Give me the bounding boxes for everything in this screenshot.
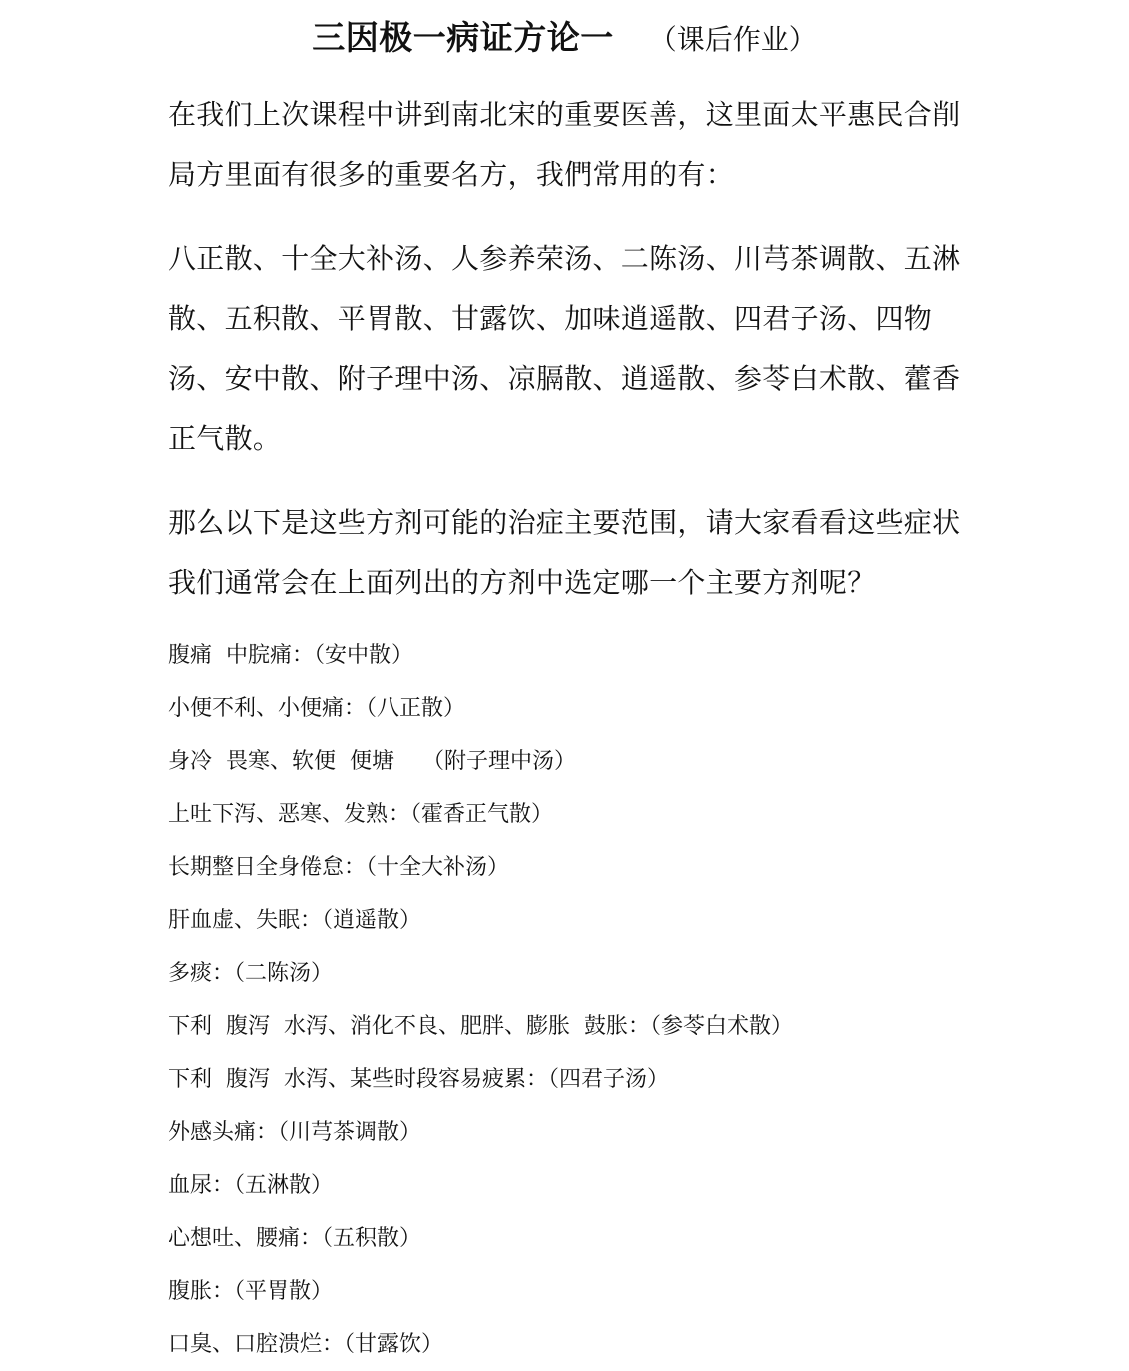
list-item: 长期整日全身倦怠：（十全大补汤）: [168, 855, 510, 880]
list-item: 下利 腹泻 水泻、消化不良、肥胖、膨胀 鼓胀：（参苓白术散）: [168, 1014, 793, 1039]
list-item: 外感头痛：（川芎茶调散）: [168, 1120, 422, 1145]
list-item: 多痰：（二陈汤）: [168, 961, 334, 986]
formula-list-paragraph: 八正散、十全大补汤、人参养荣汤、二陈汤、川芎茶调散、五淋散、五积散、平胃散、甘露饮、加味逍遥散、四君子汤、四物汤、安中散、附子理中汤、凉膈散、逍遥散、参苓白术散、藿香正气散。: [168, 242, 961, 455]
list-item: 下利 腹泻 水泻、某些时段容易疲累：（四君子汤）: [168, 1067, 669, 1092]
question-paragraph: 那么以下是这些方剂可能的治症主要范围，请大家看看这些症状我们通常会在上面列出的方剂中选定哪一个主要方剂呢？: [168, 506, 961, 599]
list-item: 血尿：（五淋散）: [168, 1173, 334, 1198]
list-item: 上吐下泻、恶寒、发熟：（霍香正气散）: [168, 802, 554, 827]
list-item: 心想吐、腰痛：（五积散）: [168, 1226, 422, 1251]
list-item: 腹胀：（平胃散）: [168, 1279, 334, 1304]
intro-paragraph: 在我们上次课程中讲到南北宋的重要医善，这里面太平惠民合削局方里面有很多的重要名方，我們常用的有：: [168, 98, 961, 191]
list-item: 口臭、口腔溃烂：（甘露饮）: [168, 1332, 444, 1357]
list-item: 身冷 畏寒、软便 便塘 （附子理中汤）: [168, 749, 576, 774]
title-subtitle: （课后作业）: [648, 23, 817, 56]
list-item: 肝血虚、失眠：（逍遥散）: [168, 908, 422, 933]
title-main: 三因极一病证方论一: [312, 18, 614, 57]
list-item: 腹痛 中脘痛：（安中散）: [168, 643, 413, 668]
document-title: [0, 12, 1129, 59]
symptom-answer-list: [168, 629, 968, 1371]
document-body: [168, 85, 968, 1371]
list-item: 小便不利、小便痛：（八正散）: [168, 696, 466, 721]
